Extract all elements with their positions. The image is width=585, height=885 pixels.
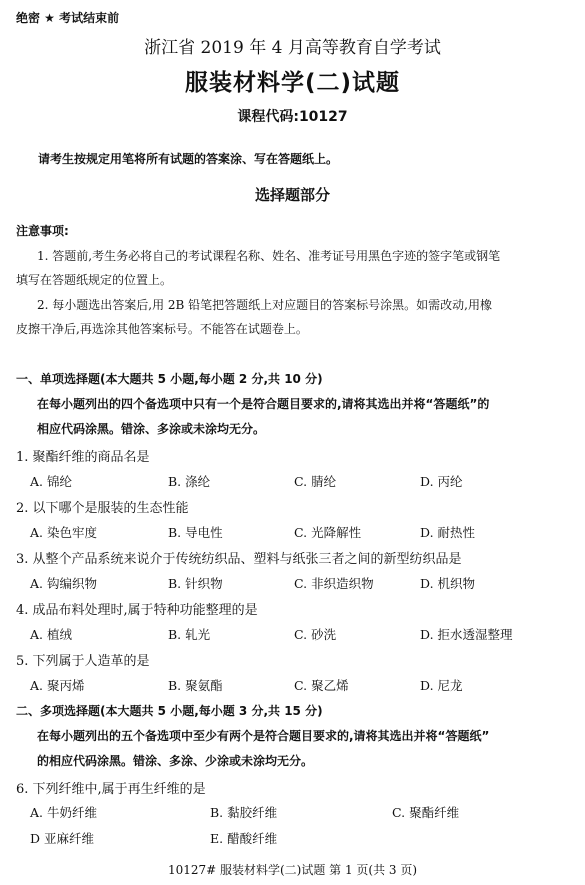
question-stem: 2. 以下哪个是服装的生态性能 (16, 501, 189, 516)
option-b: B. 聚氨酯 (168, 678, 223, 693)
option-c: C. 聚乙烯 (294, 678, 349, 693)
option-e: E. 醋酸纤维 (210, 831, 278, 846)
option-b: B. 涤纶 (168, 474, 211, 489)
note-2-line-1: 2. 每小题选出答案后,用 2B 铅笔把答题纸上对应题目的答案标号涂黑。如需改动,用橡 (37, 298, 492, 312)
part1-desc-line-1: 在每小题列出的四个备选项中只有一个是符合题目要求的,请将其选出并将“答题纸”的 (37, 397, 490, 411)
option-a: A. 聚丙烯 (30, 678, 85, 693)
question-stem: 6. 下列纤维中,属于再生纤维的是 (16, 782, 206, 797)
option-c: C. 砂洗 (294, 627, 337, 642)
part2-desc-line-2: 的相应代码涂黑。错涂、多涂、少涂或未涂均无分。 (37, 754, 314, 768)
page-footer: 10127# 服装材料学(二)试题 第 1 页(共 3 页) (167, 863, 418, 877)
answer-instruction: 请考生按规定用笔将所有试题的答案涂、写在答题纸上。 (38, 152, 339, 166)
option-a: A. 锦纶 (30, 474, 72, 489)
question-stem: 5. 下列属于人造革的是 (16, 654, 150, 669)
option-c: C. 聚酯纤维 (392, 805, 460, 820)
option-c: C. 腈纶 (294, 474, 337, 489)
section-title: 选择题部分 (254, 186, 330, 204)
option-b: B. 导电性 (168, 525, 223, 540)
option-d: D. 耐热性 (420, 525, 476, 540)
option-c: C. 光降解性 (294, 525, 362, 540)
question-stem: 1. 聚酯纤维的商品名是 (16, 450, 150, 465)
note-1-line-2: 填写在答题纸规定的位置上。 (16, 273, 173, 287)
option-d: D. 机织物 (420, 576, 476, 591)
part2-desc-line-1: 在每小题列出的五个备选项中至少有两个是符合题目要求的,请将其选出并将“答题纸” (37, 729, 490, 743)
option-b: B. 针织物 (168, 576, 223, 591)
option-a: A. 钩编织物 (30, 576, 97, 591)
option-a: A. 植绒 (30, 627, 72, 642)
part2-heading: 二、多项选择题(本大题共 5 小题,每小题 3 分,共 15 分) (16, 704, 323, 718)
paper-title: 服装材料学(二)试题 (184, 70, 401, 96)
option-d: D. 丙纶 (420, 474, 463, 489)
secret-label: 绝密 ★ 考试结束前 (16, 11, 120, 25)
part1-heading: 一、单项选择题(本大题共 5 小题,每小题 2 分,共 10 分) (16, 372, 323, 386)
option-d: D. 尼龙 (420, 678, 463, 693)
exam-line: 浙江省 2019 年 4 月高等教育自学考试 (144, 38, 441, 58)
part1-desc-line-2: 相应代码涂黑。错涂、多涂或未涂均无分。 (37, 422, 266, 436)
option-b: B. 黏胶纤维 (210, 805, 278, 820)
option-d: D. 拒水透湿整理 (420, 627, 513, 642)
note-1-line-1: 1. 答题前,考生务必将自己的考试课程名称、姓名、准考证号用黑色字迹的签字笔或钢笔 (37, 249, 501, 263)
question-stem: 3. 从整个产品系统来说介于传统纺织品、塑料与纸张三者之间的新型纺织品是 (16, 552, 462, 567)
note-2-line-2: 皮擦干净后,再选涂其他答案标号。不能答在试题卷上。 (16, 322, 308, 336)
option-d: D 亚麻纤维 (30, 831, 94, 846)
option-a: A. 染色牢度 (30, 525, 97, 540)
course-code: 课程代码:10127 (237, 109, 348, 125)
option-a: A. 牛奶纤维 (30, 805, 97, 820)
option-b: B. 轧光 (168, 627, 211, 642)
question-stem: 4. 成品布料处理时,属于特种功能整理的是 (16, 603, 258, 618)
option-c: C. 非织造织物 (294, 576, 374, 591)
notes-heading: 注意事项: (16, 224, 69, 238)
